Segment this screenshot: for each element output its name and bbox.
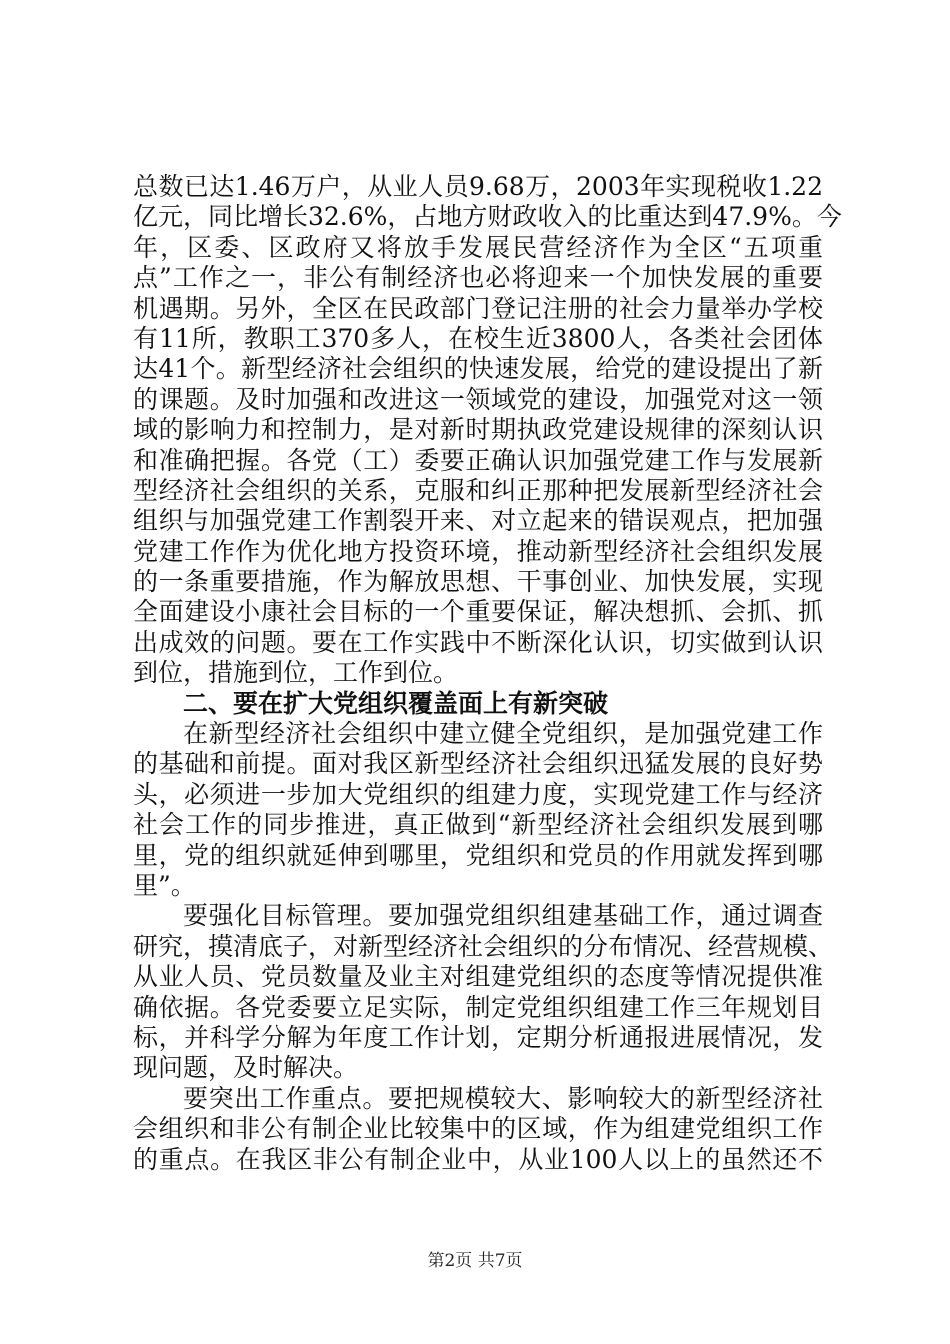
- text-line: 会组织和非公有制企业比较集中的区域，作为组建党组织工作: [133, 1114, 823, 1144]
- page-footer: [0, 1246, 950, 1271]
- page-number: 第2页 共7页: [427, 1251, 523, 1271]
- text-line: 全面建设小康社会目标的一个重要保证，解决想抓、会抓、抓: [133, 597, 823, 627]
- text-line: 亿元，同比增长32.6%，占地方财政收入的比重达到47.9%。今: [133, 202, 842, 232]
- text-line: 域的影响力和控制力，是对新时期执政党建设规律的深刻认识: [133, 415, 823, 445]
- text-line: 的一条重要措施，作为解放思想、干事创业、加快发展，实现: [133, 567, 823, 597]
- paragraph: [133, 1084, 823, 1175]
- text-line: 有11所，教职工370多人，在校生近3800人，各类社会团体: [133, 323, 823, 353]
- text-line: 的基础和前提。面对我区新型经济社会组织迅猛发展的良好势: [133, 749, 823, 779]
- paragraph: [133, 172, 842, 689]
- text-line: 要强化目标管理。要加强党组织组建基础工作，通过调查: [183, 901, 823, 931]
- heading-text: 二、要在扩大党组织覆盖面上有新突破: [183, 688, 609, 718]
- text-line: 年，区委、区政府又将放手发展民营经济作为全区“五项重: [133, 232, 823, 262]
- text-line: 机遇期。另外，全区在民政部门登记注册的社会力量举办学校: [133, 293, 823, 323]
- text-line: 和准确把握。各党（工）委要正确认识加强党建工作与发展新: [133, 445, 823, 475]
- text-line: 党建工作作为优化地方投资环境，推动新型经济社会组织发展: [133, 536, 823, 566]
- text-line: 确依据。各党委要立足实际，制定党组织组建工作三年规划目: [133, 992, 823, 1022]
- text-line: 标，并科学分解为年度工作计划，定期分析通报进展情况，发: [133, 1022, 823, 1052]
- text-line: 研究，摸清底子，对新型经济社会组织的分布情况、经营规模、: [133, 931, 834, 961]
- text-line: 出成效的问题。要在工作实践中不断深化认识，切实做到认识: [133, 627, 823, 657]
- text-line: 到位，措施到位，工作到位。: [133, 658, 459, 688]
- text-line: 点”工作之一，非公有制经济也必将迎来一个加快发展的重要: [133, 263, 823, 293]
- text-line: 里”。: [133, 870, 196, 900]
- text-line: 型经济社会组织的关系，克服和纠正那种把发展新型经济社会: [133, 475, 823, 505]
- text-line: 在新型经济社会组织中建立健全党组织，是加强党建工作: [183, 719, 823, 749]
- text-line: 社会工作的同步推进，真正做到“新型经济社会组织发展到哪: [133, 810, 823, 840]
- text-line: 从业人员、党员数量及业主对组建党组织的态度等情况提供准: [133, 962, 823, 992]
- text-line: 现问题，及时解决。: [133, 1053, 359, 1083]
- paragraph: [133, 901, 834, 1083]
- text-line: 的课题。及时加强和改进这一领域党的建设，加强党对这一领: [133, 384, 823, 414]
- text-line: 组织与加强党建工作割裂开来、对立起来的错误观点，把加强: [133, 506, 823, 536]
- text-line: 要突出工作重点。要把规模较大、影响较大的新型经济社: [183, 1083, 823, 1113]
- text-line: 的重点。在我区非公有制企业中，从业100人以上的虽然还不: [133, 1144, 823, 1174]
- paragraph: [133, 719, 823, 901]
- text-line: 达41个。新型经济社会组织的快速发展，给党的建设提出了新: [133, 354, 823, 384]
- text-line: 里，党的组织就延伸到哪里，党组织和党员的作用就发挥到哪: [133, 840, 823, 870]
- text-line: 总数已达1.46万户，从业人员9.68万，2003年实现税收1.22: [133, 172, 823, 201]
- document-body: [133, 172, 842, 1175]
- text-line: 头，必须进一步加大党组织的组建力度，实现党建工作与经济: [133, 779, 823, 809]
- section-heading: [133, 689, 823, 719]
